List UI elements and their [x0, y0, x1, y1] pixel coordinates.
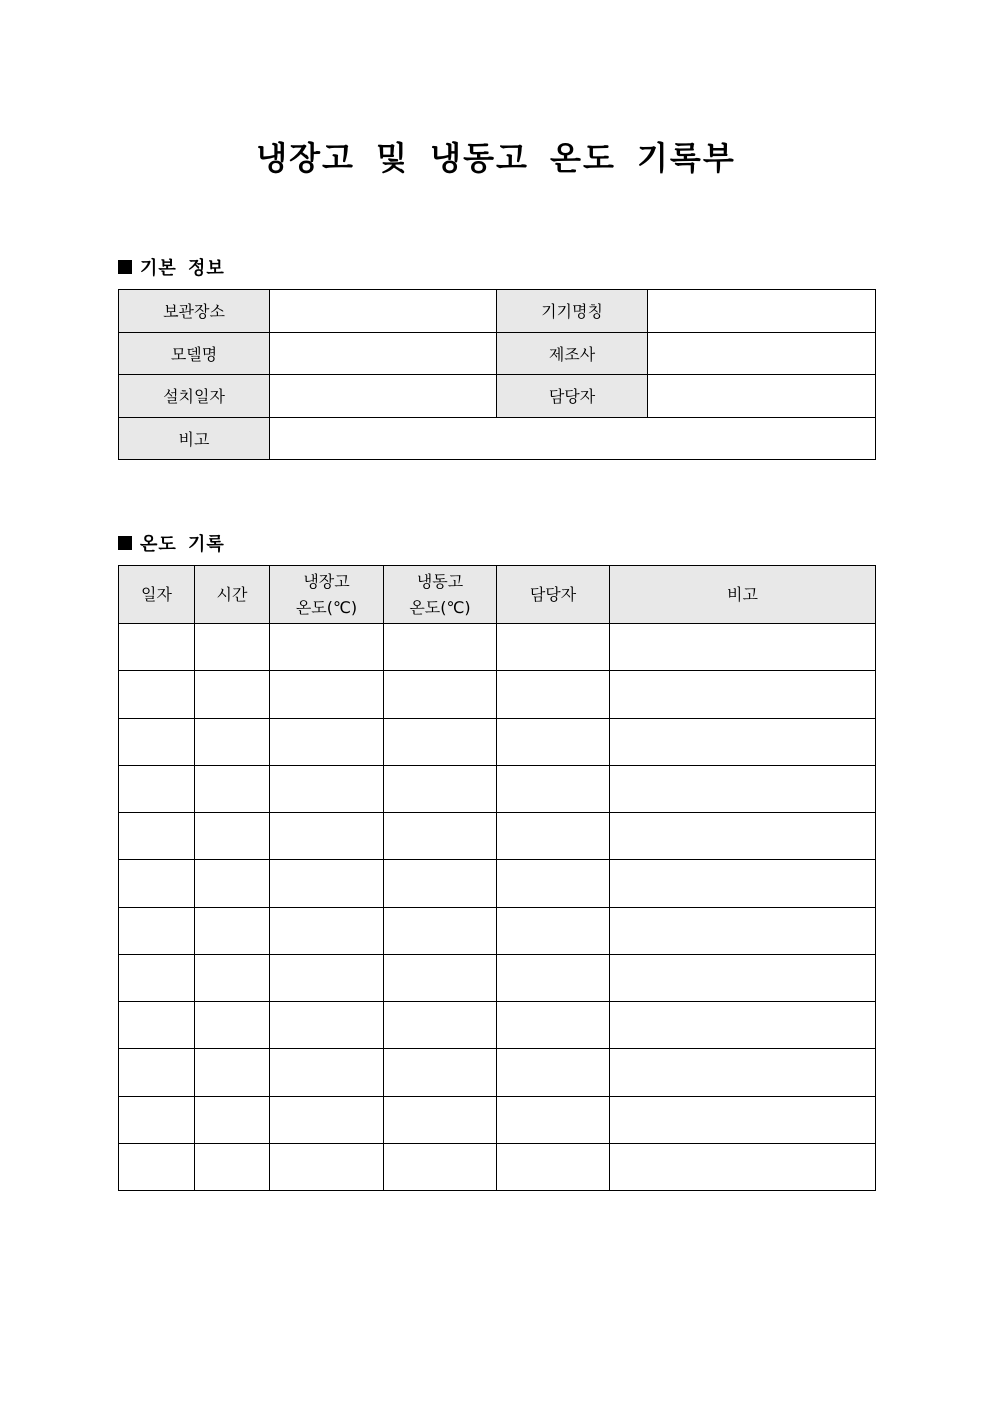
label-manufacturer: 제조사 — [497, 332, 648, 375]
basic-info-table — [118, 289, 876, 460]
log-cell-freezer-temp[interactable] — [384, 860, 497, 907]
label-remarks: 비고 — [119, 417, 270, 460]
log-cell-time[interactable] — [195, 813, 270, 860]
log-cell-fridge-temp[interactable] — [270, 860, 384, 907]
table-row — [119, 671, 876, 718]
log-cell-fridge-temp[interactable] — [270, 813, 384, 860]
log-cell-freezer-temp[interactable] — [384, 954, 497, 1001]
log-cell-manager[interactable] — [497, 1049, 610, 1096]
section-heading-label: 온도 기록 — [140, 534, 225, 555]
log-cell-time[interactable] — [195, 860, 270, 907]
log-cell-freezer-temp[interactable] — [384, 1049, 497, 1096]
temperature-log-table — [118, 565, 876, 1191]
log-cell-remarks[interactable] — [610, 1143, 876, 1190]
freezer-header-line2: 온도(℃) — [409, 597, 471, 617]
label-device-name: 기기명칭 — [497, 290, 648, 333]
table-row — [119, 624, 876, 671]
column-header-fridge-temp — [270, 566, 384, 624]
log-cell-freezer-temp[interactable] — [384, 624, 497, 671]
info-row-storage — [119, 290, 876, 333]
field-storage-location[interactable] — [270, 290, 497, 333]
label-manager: 담당자 — [497, 375, 648, 418]
log-cell-remarks[interactable] — [610, 813, 876, 860]
log-cell-date[interactable] — [119, 765, 195, 812]
info-row-remarks — [119, 417, 876, 460]
log-cell-remarks[interactable] — [610, 1049, 876, 1096]
log-cell-remarks[interactable] — [610, 1096, 876, 1143]
log-cell-time[interactable] — [195, 1096, 270, 1143]
label-model-name: 모델명 — [119, 332, 270, 375]
table-row — [119, 1049, 876, 1096]
log-cell-time[interactable] — [195, 624, 270, 671]
field-device-name[interactable] — [648, 290, 876, 333]
log-cell-remarks[interactable] — [610, 671, 876, 718]
log-cell-manager[interactable] — [497, 624, 610, 671]
log-cell-freezer-temp[interactable] — [384, 907, 497, 954]
fridge-header-line2: 온도(℃) — [295, 597, 358, 617]
label-storage-location: 보관장소 — [119, 290, 270, 333]
table-row — [119, 907, 876, 954]
log-cell-remarks[interactable] — [610, 907, 876, 954]
log-cell-fridge-temp[interactable] — [270, 1143, 384, 1190]
log-cell-remarks[interactable] — [610, 624, 876, 671]
log-cell-fridge-temp[interactable] — [270, 624, 384, 671]
table-row — [119, 765, 876, 812]
table-row — [119, 1002, 876, 1049]
log-cell-remarks[interactable] — [610, 860, 876, 907]
log-cell-date[interactable] — [119, 1143, 195, 1190]
log-cell-fridge-temp[interactable] — [270, 907, 384, 954]
field-install-date[interactable] — [270, 375, 497, 418]
log-cell-date[interactable] — [119, 718, 195, 765]
log-cell-manager[interactable] — [497, 954, 610, 1001]
log-cell-fridge-temp[interactable] — [270, 671, 384, 718]
table-row — [119, 1096, 876, 1143]
log-cell-freezer-temp[interactable] — [384, 765, 497, 812]
table-row — [119, 1143, 876, 1190]
log-cell-time[interactable] — [195, 1002, 270, 1049]
log-cell-date[interactable] — [119, 624, 195, 671]
log-cell-fridge-temp[interactable] — [270, 765, 384, 812]
log-cell-date[interactable] — [119, 1002, 195, 1049]
field-remarks[interactable] — [270, 417, 876, 460]
log-cell-time[interactable] — [195, 907, 270, 954]
log-cell-fridge-temp[interactable] — [270, 1096, 384, 1143]
table-row — [119, 718, 876, 765]
log-cell-manager[interactable] — [497, 671, 610, 718]
column-header-manager: 담당자 — [497, 566, 610, 624]
log-cell-freezer-temp[interactable] — [384, 1002, 497, 1049]
log-cell-manager[interactable] — [497, 813, 610, 860]
column-header-freezer-temp — [384, 566, 497, 624]
log-cell-manager[interactable] — [497, 907, 610, 954]
log-cell-remarks[interactable] — [610, 765, 876, 812]
log-cell-remarks[interactable] — [610, 1002, 876, 1049]
field-model-name[interactable] — [270, 332, 497, 375]
log-cell-time[interactable] — [195, 1049, 270, 1096]
section-heading-temperature-log — [118, 530, 225, 556]
log-cell-date[interactable] — [119, 671, 195, 718]
square-bullet-icon — [118, 260, 132, 274]
square-bullet-icon — [118, 536, 132, 550]
log-cell-time[interactable] — [195, 954, 270, 1001]
log-cell-fridge-temp[interactable] — [270, 1049, 384, 1096]
log-cell-date[interactable] — [119, 1096, 195, 1143]
column-header-time: 시간 — [195, 566, 270, 624]
log-cell-fridge-temp[interactable] — [270, 1002, 384, 1049]
log-cell-manager[interactable] — [497, 860, 610, 907]
table-row — [119, 813, 876, 860]
field-manager[interactable] — [648, 375, 876, 418]
fridge-header-line1: 냉장고 — [303, 571, 350, 591]
log-cell-time[interactable] — [195, 765, 270, 812]
column-header-date: 일자 — [119, 566, 195, 624]
log-cell-manager[interactable] — [497, 765, 610, 812]
log-cell-freezer-temp[interactable] — [384, 671, 497, 718]
info-row-install — [119, 375, 876, 418]
log-cell-fridge-temp[interactable] — [270, 718, 384, 765]
log-cell-manager[interactable] — [497, 718, 610, 765]
log-header-row — [119, 566, 876, 624]
log-cell-fridge-temp[interactable] — [270, 954, 384, 1001]
column-header-remarks: 비고 — [610, 566, 876, 624]
log-cell-date[interactable] — [119, 907, 195, 954]
log-cell-freezer-temp[interactable] — [384, 1096, 497, 1143]
freezer-header-line1: 냉동고 — [416, 571, 464, 591]
log-cell-manager[interactable] — [497, 1096, 610, 1143]
label-install-date: 설치일자 — [119, 375, 270, 418]
log-cell-date[interactable] — [119, 813, 195, 860]
section-heading-label: 기본 정보 — [140, 258, 225, 279]
document-title: 냉장고 및 냉동고 온도 기록부 — [256, 139, 736, 177]
log-cell-freezer-temp[interactable] — [384, 813, 497, 860]
table-row — [119, 954, 876, 1001]
log-cell-remarks[interactable] — [610, 954, 876, 1001]
log-cell-manager[interactable] — [497, 1143, 610, 1190]
log-cell-manager[interactable] — [497, 1002, 610, 1049]
section-heading-basic-info — [118, 254, 225, 280]
log-body — [119, 624, 876, 1191]
log-cell-freezer-temp[interactable] — [384, 1143, 497, 1190]
log-cell-date[interactable] — [119, 860, 195, 907]
log-cell-date[interactable] — [119, 1049, 195, 1096]
field-manufacturer[interactable] — [648, 332, 876, 375]
log-cell-time[interactable] — [195, 718, 270, 765]
info-row-model — [119, 332, 876, 375]
log-cell-remarks[interactable] — [610, 718, 876, 765]
log-cell-freezer-temp[interactable] — [384, 718, 497, 765]
log-cell-time[interactable] — [195, 1143, 270, 1190]
table-row — [119, 860, 876, 907]
log-cell-date[interactable] — [119, 954, 195, 1001]
log-cell-time[interactable] — [195, 671, 270, 718]
